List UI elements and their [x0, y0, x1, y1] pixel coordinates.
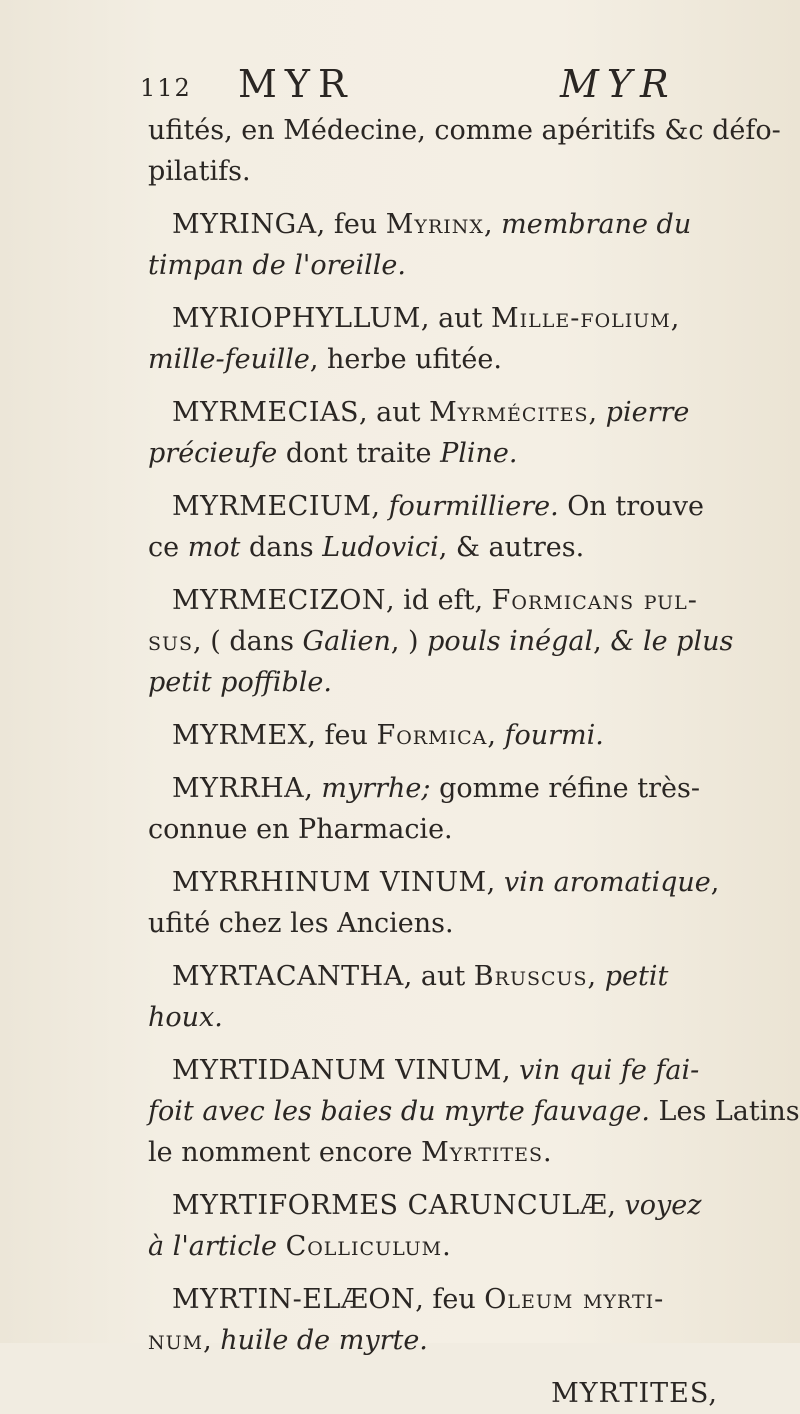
text-line	[148, 298, 748, 339]
text-line	[148, 527, 748, 568]
italic-text: Ludovici	[322, 532, 439, 563]
running-header	[140, 62, 700, 112]
text-line	[148, 715, 748, 756]
small-caps-text: Formicans pul-	[491, 585, 698, 616]
text-run: , & autres.	[438, 532, 585, 563]
text-line	[148, 621, 748, 662]
small-caps-text: Myrinx	[385, 209, 484, 240]
text-run: ,	[710, 867, 720, 898]
headword: MYRMECIZON	[172, 585, 386, 616]
italic-text: fourmi.	[504, 720, 604, 751]
text-line	[148, 392, 748, 433]
headword: MYRMEX	[172, 720, 308, 751]
italic-text: myrrhe;	[321, 773, 431, 804]
text-line	[148, 1185, 748, 1226]
text-run: , feu	[307, 720, 377, 751]
text-run: Les Latins	[649, 1096, 800, 1127]
dictionary-entry	[148, 392, 748, 474]
text-line	[148, 862, 748, 903]
text-run: ,	[487, 720, 505, 751]
page-number: 112	[140, 74, 192, 102]
text-line	[148, 768, 748, 809]
dictionary-text	[148, 110, 800, 1414]
dictionary-entry	[148, 768, 748, 850]
text-run: ufité chez les Anciens.	[148, 908, 454, 939]
text-line	[148, 486, 748, 527]
italic-text: timpan de l'oreille.	[148, 250, 406, 281]
text-line	[148, 580, 748, 621]
text-run: ,	[304, 773, 322, 804]
headword: MYRIOPHYLLUM	[172, 303, 421, 334]
dictionary-entry	[148, 862, 748, 944]
dictionary-entry	[148, 1185, 748, 1267]
text-run: ,	[670, 303, 680, 334]
text-line	[148, 956, 748, 997]
small-caps-text: Oleum myrti-	[484, 1284, 665, 1315]
italic-text: voyez	[624, 1190, 702, 1221]
italic-text: mille-feuille	[148, 344, 310, 375]
text-line	[148, 110, 781, 151]
text-run: ,	[203, 1325, 221, 1356]
italic-text: Galien	[302, 626, 391, 657]
text-run: , herbe ufitée.	[309, 344, 502, 375]
text-run: , aut	[420, 303, 492, 334]
italic-text: à l'article	[148, 1231, 277, 1262]
italic-text: membrane du	[501, 209, 692, 240]
text-line	[148, 662, 748, 703]
headword: MYRTIFORMES CARUNCULÆ	[172, 1190, 608, 1221]
headword: MYRTIN-ELÆON	[172, 1284, 416, 1315]
text-run: ,	[486, 867, 504, 898]
text-line	[148, 997, 748, 1038]
small-caps-text: Formica	[376, 720, 488, 751]
text-run: ,	[588, 397, 606, 428]
text-line	[148, 1050, 748, 1091]
italic-text: vin qui fe fai-	[519, 1055, 700, 1086]
text-line	[148, 1320, 748, 1361]
italic-text: huile de myrte.	[220, 1325, 428, 1356]
small-caps-text: Myrtites.	[421, 1137, 553, 1168]
italic-text: Pline.	[440, 438, 518, 469]
italic-text: foit avec les baies du myrte fauvage.	[148, 1096, 650, 1127]
dictionary-entry	[148, 204, 748, 286]
italic-text: vin aromatique	[503, 867, 711, 898]
italic-text: petit poffible.	[148, 667, 332, 698]
headword: MYRMECIUM	[172, 491, 372, 522]
text-run: , )	[390, 626, 428, 657]
small-caps-text: sus	[148, 626, 194, 657]
text-line	[148, 1226, 748, 1267]
text-line	[148, 903, 748, 944]
text-run: connue en Pharmacie.	[148, 814, 453, 845]
text-line	[148, 433, 748, 474]
text-run: , aut	[358, 397, 430, 428]
text-run: ,	[501, 1055, 520, 1086]
dictionary-entry	[148, 580, 748, 703]
italic-text: petit	[604, 961, 669, 992]
small-caps-text: Myrmécites	[429, 397, 589, 428]
italic-text: pouls inégal	[427, 626, 594, 657]
text-line	[148, 339, 748, 380]
dictionary-entry	[148, 1050, 800, 1173]
italic-text: pierre	[605, 397, 690, 428]
text-line	[148, 1132, 748, 1173]
header-right-word: MYR	[560, 62, 677, 106]
text-run: ufités, en Médecine, comme apéritifs &c défo-	[148, 115, 781, 146]
headword: MYRINGA	[172, 209, 317, 240]
text-run: ,	[371, 491, 389, 522]
dictionary-entry	[148, 1279, 748, 1361]
header-left-word: MYR	[238, 62, 355, 106]
dictionary-entry	[148, 298, 748, 380]
text-run: , ( dans	[193, 626, 303, 657]
text-run: ,	[587, 961, 605, 992]
small-caps-text: Bruscus	[473, 961, 588, 992]
text-run: ce	[148, 532, 188, 563]
text-line	[148, 1091, 800, 1132]
text-run: , aut	[403, 961, 474, 992]
italic-text: mot	[187, 532, 241, 563]
headword: MYRRHINUM VINUM	[172, 867, 487, 898]
headword: MYRTACANTHA	[172, 961, 404, 992]
small-caps-text: Mille-folium	[491, 303, 671, 334]
italic-text: & le plus	[610, 626, 734, 657]
small-caps-text: num	[148, 1325, 204, 1356]
text-run: , id eft,	[386, 585, 492, 616]
headword: MYRRHA	[172, 773, 305, 804]
dictionary-entry	[148, 110, 781, 192]
small-caps-text: Colliculum.	[285, 1231, 452, 1262]
text-run: , feu	[316, 209, 386, 240]
text-line	[148, 204, 748, 245]
text-line	[148, 1279, 748, 1320]
headword: MYRMECIAS	[172, 397, 359, 428]
text-run: dont traite	[277, 438, 441, 469]
text-line	[148, 809, 748, 850]
dictionary-entry	[148, 486, 748, 568]
text-run: ,	[607, 1190, 625, 1221]
text-run	[277, 1231, 286, 1262]
text-run: ,	[483, 209, 502, 240]
text-run: , feu	[415, 1284, 485, 1315]
text-line	[148, 151, 748, 192]
text-run: le nomment encore	[148, 1137, 422, 1168]
dictionary-entry	[148, 956, 748, 1038]
catchword: MYRTITES,	[551, 1378, 718, 1409]
italic-text: précieufe	[148, 438, 278, 469]
text-run: gomme réfine très-	[430, 773, 700, 804]
italic-text: houx.	[148, 1002, 223, 1033]
dictionary-entry	[148, 715, 748, 756]
headword: MYRTIDANUM VINUM	[172, 1055, 502, 1086]
italic-text: fourmilliere.	[388, 491, 559, 522]
text-line	[148, 245, 748, 286]
text-run: On trouve	[558, 491, 705, 522]
text-run: pilatifs.	[148, 156, 251, 187]
text-run: ,	[593, 626, 611, 657]
text-run: dans	[240, 532, 323, 563]
